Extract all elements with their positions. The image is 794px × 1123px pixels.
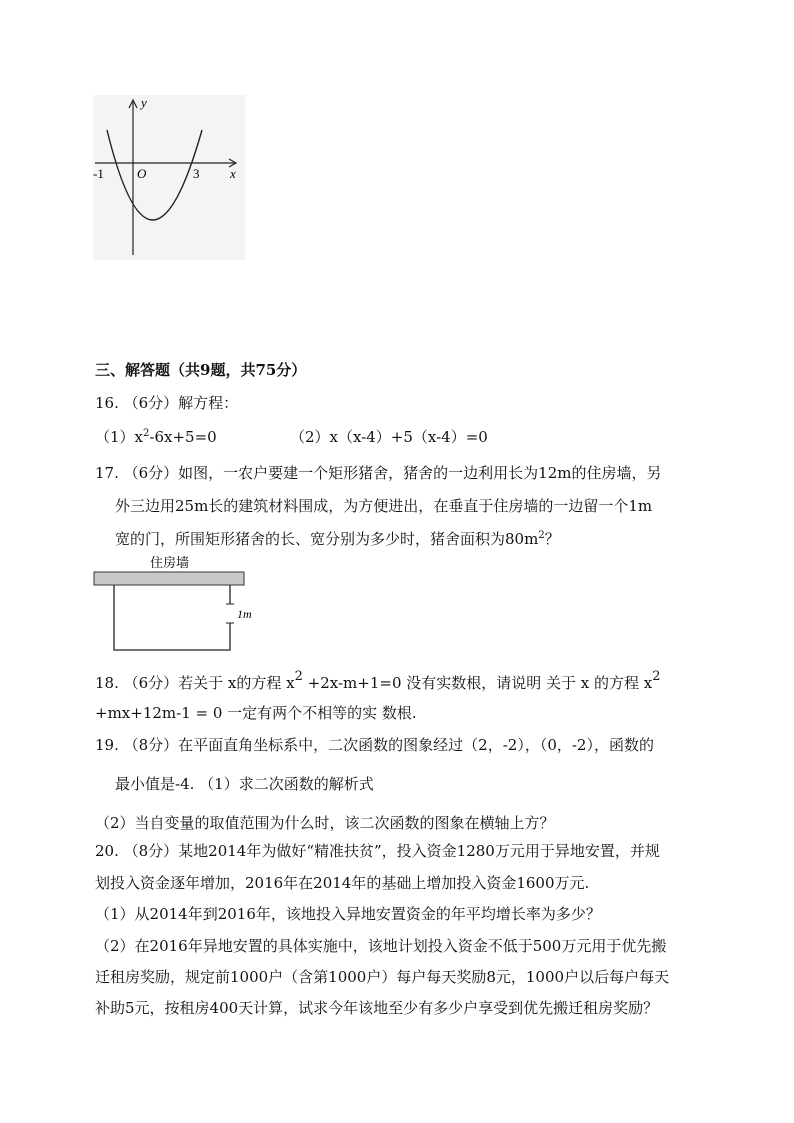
root-neg1-label: -1: [93, 166, 104, 181]
house-wall: [94, 572, 244, 585]
q20-line2: 划投入资金逐年增加，2016年在2014年的基础上增加投入资金1600万元.: [95, 874, 590, 892]
pigpen-figure: [90, 552, 250, 654]
q20-line1: 20. （8分）某地2014年为做好“精准扶贫”，投入资金1280万元用于异地安置，并规: [95, 842, 660, 860]
q19-line1: 19. （8分）在平面直角坐标系中，二次函数的图象经过（2，-2），（0，-2），函数的: [95, 736, 654, 754]
q17-line3: 宽的门，所围矩形猪舍的长、宽分别为多少时，猪舍面积为$80m^2$？: [115, 530, 560, 548]
y-axis-label: y: [141, 95, 147, 110]
q17-line1: 17. （6分）如图，一农户要建一个矩形猪舍，猪舍的一边利用长为12m的住房墙，另: [95, 464, 662, 482]
wall-label: 住房墙: [150, 555, 190, 570]
graph-background: [93, 95, 245, 260]
q20-line6: 补助5元，按租房400天计算，试求今年该地至少有多少户享受到优先搬迁租房奖励？: [95, 999, 659, 1017]
pen-fence: [114, 585, 230, 650]
q16-part2: （2）x（x-4）+5（x-4）=0: [290, 428, 488, 446]
origin-label: O: [137, 166, 147, 181]
q18-line2: +mx+12m-1 = 0 一定有两个不相等的实 数根.: [95, 704, 417, 722]
q18-line1: 18. （6分）若关于 x的方程 x2 +2x-m+1=0 没有实数根，请说明 关于 x 的方程 x2: [95, 669, 661, 692]
q16-part1: $(1)x^2-6x+5=0$: [95, 428, 217, 446]
door-width-label: 1m: [237, 607, 252, 621]
section-heading: 三、解答题（共9题，共75分）: [95, 361, 307, 379]
root-3-label: 3: [193, 166, 200, 181]
q20-line3: （1）从2014年到2016年，该地投入异地安置资金的年平均增长率为多少？: [95, 905, 601, 923]
q20-line5: 迁租房奖励，规定前1000户（含第1000户）每户每天奖励8元，1000户以后每户每天: [95, 968, 670, 986]
q17-line2: 外三边用25m长的建筑材料围成，为方便进出，在垂直于住房墙的一边留一个1m: [115, 497, 653, 515]
parabola-graph: [85, 90, 255, 265]
q19-line3: （2）当自变量的取值范围为什么时，该二次函数的图象在横轴上方？: [95, 814, 555, 832]
q16-stem: 16. （6分）解方程：: [95, 394, 239, 412]
q20-line4: （2）在2016年异地安置的具体实施中，该地计划投入资金不低于500万元用于优先搬: [95, 937, 667, 955]
q19-line2: 最小值是-4. （1）求二次函数的解析式: [115, 775, 374, 793]
x-axis-label: x: [230, 166, 236, 181]
